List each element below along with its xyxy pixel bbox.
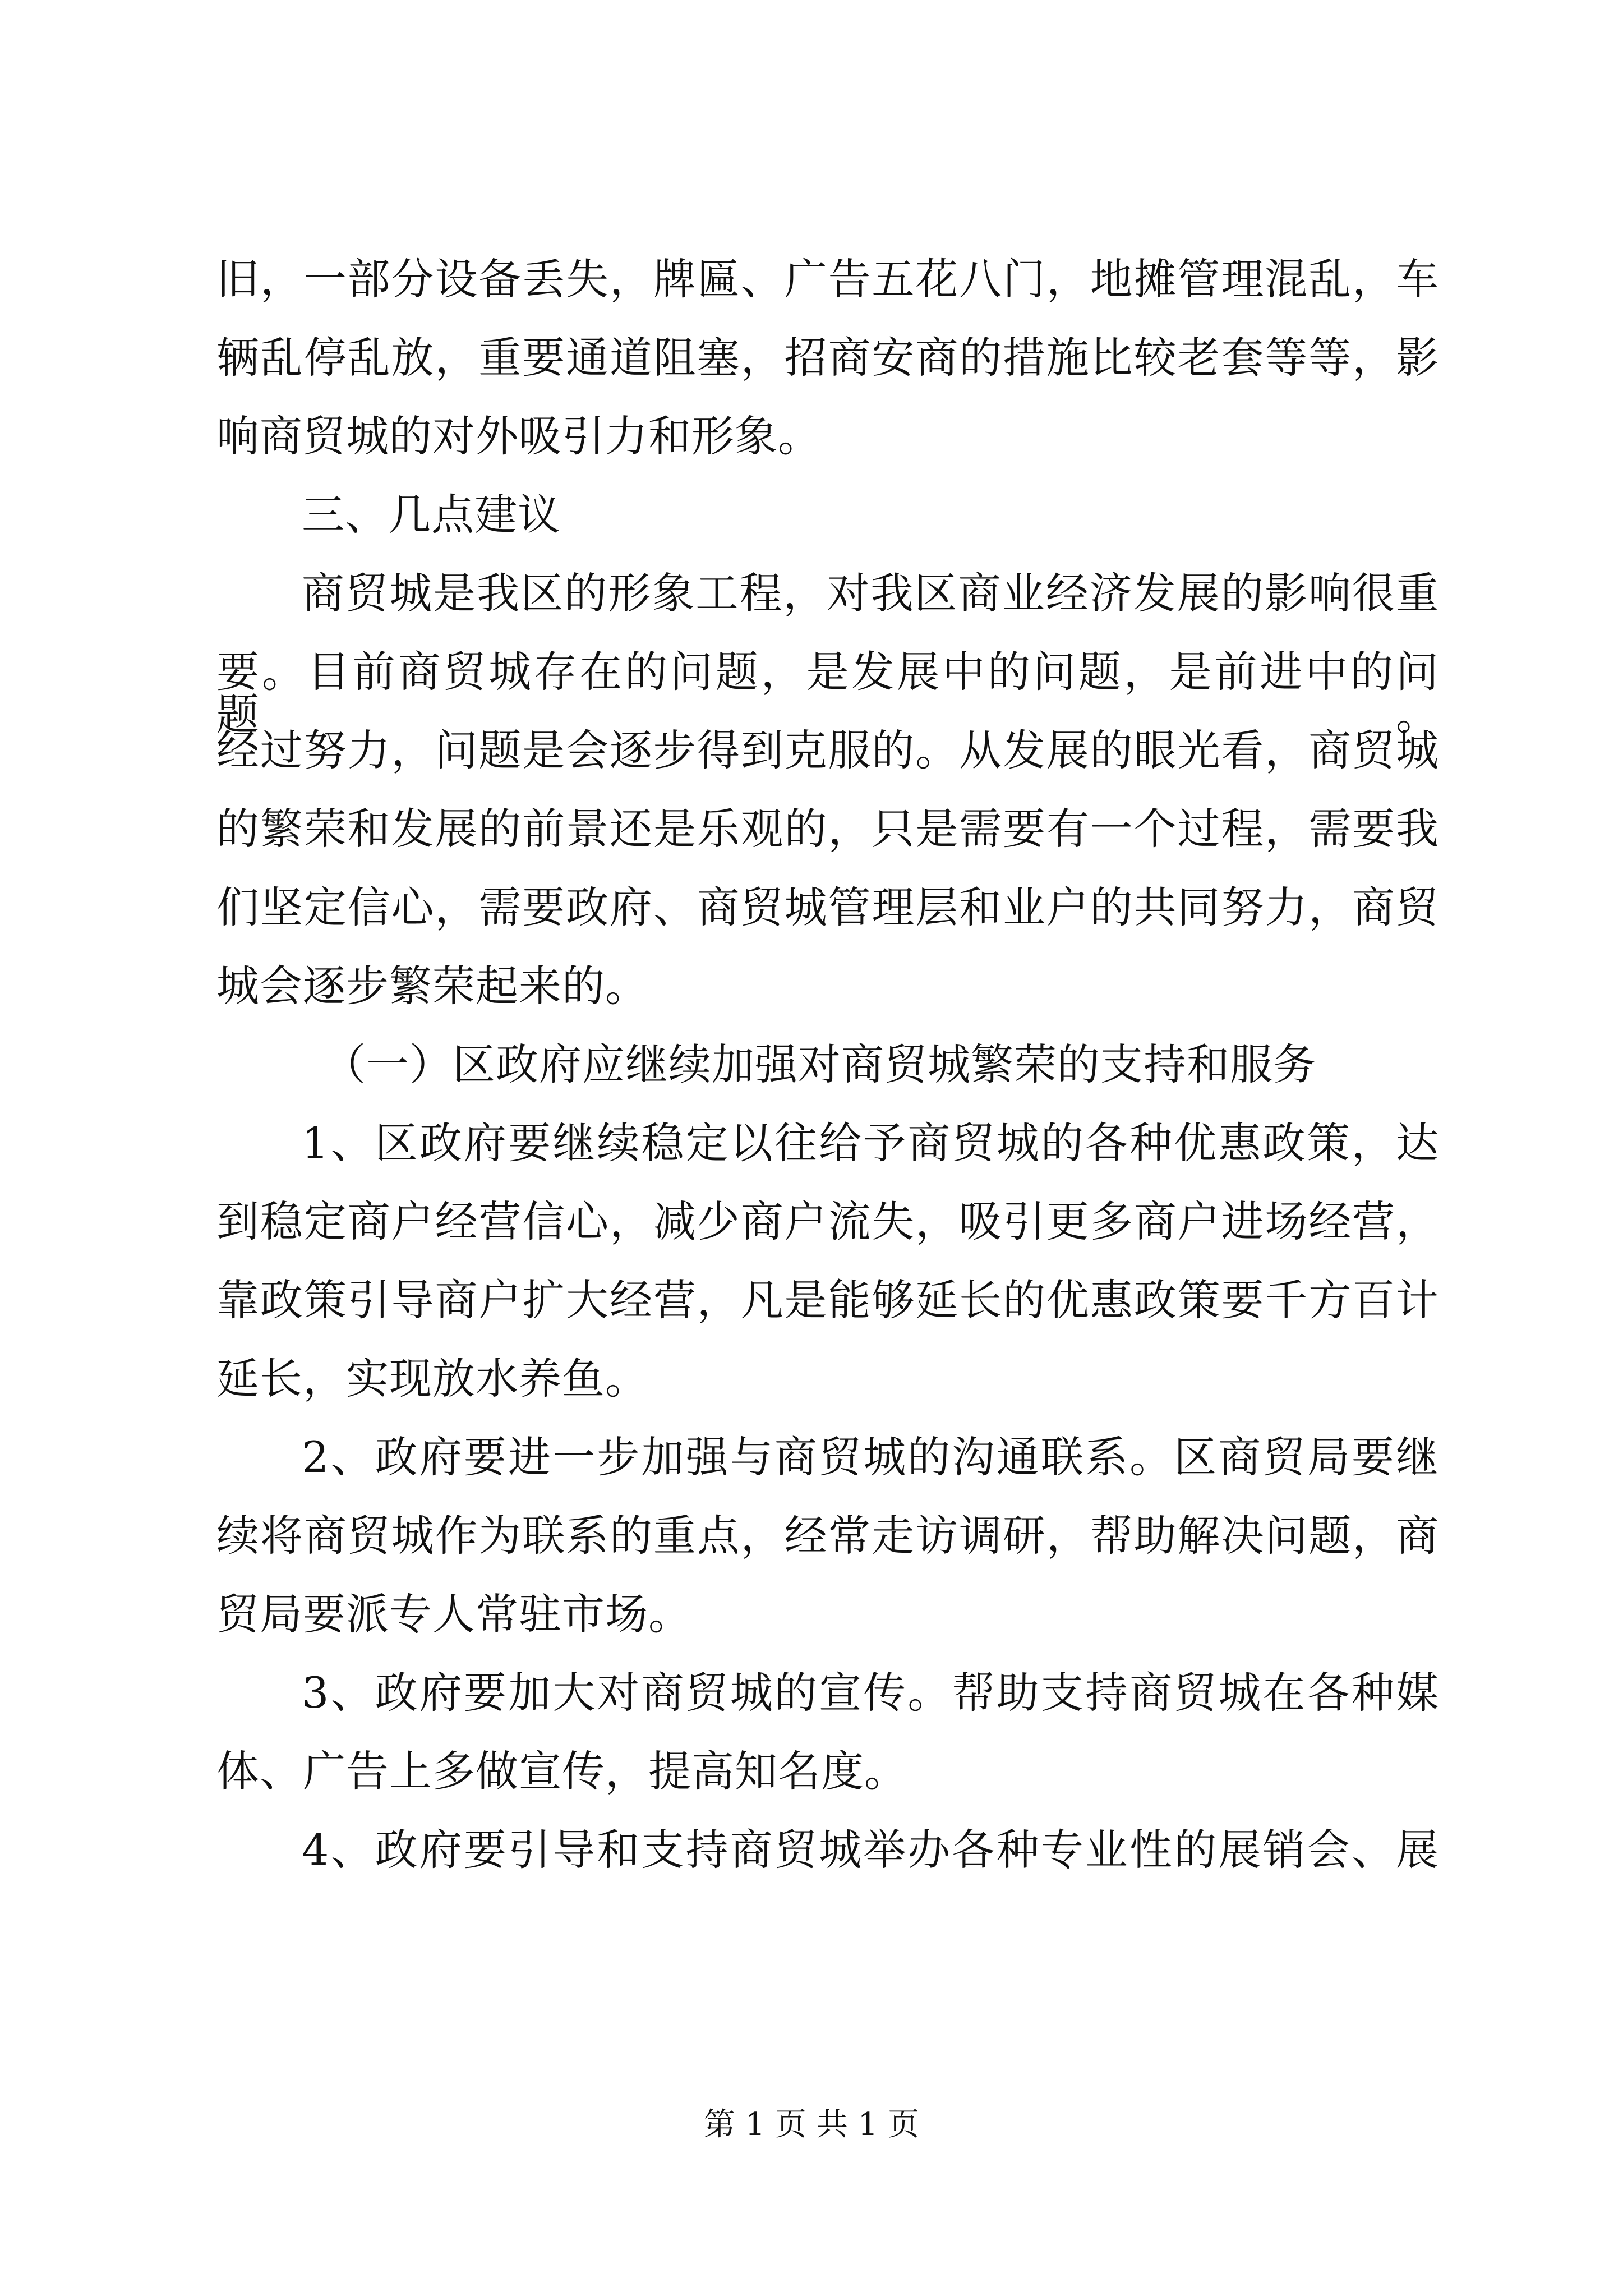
- paragraph-line: 响商贸城的对外吸引力和形象。: [216, 411, 821, 461]
- page-footer: 第 1 页 共 1 页: [703, 2106, 920, 2143]
- paragraph-line: 的繁荣和发展的前景还是乐观的，只是需要有一个过程，需要我: [216, 804, 1439, 854]
- paragraph-line: 延长，实现放水养鱼。: [216, 1354, 648, 1404]
- paragraph-line: 商贸城是我区的形象工程，对我区商业经济发展的影响很重: [302, 568, 1439, 618]
- paragraph-line: 旧，一部分设备丢失，牌匾、广告五花八门，地摊管理混乱，车: [216, 254, 1439, 304]
- section-heading: 三、几点建议: [302, 490, 561, 540]
- subsection-heading: （一）区政府应继续加强对商贸城繁荣的支持和服务: [323, 1039, 1316, 1089]
- paragraph-line: 辆乱停乱放，重要通道阻塞，招商安商的措施比较老套等等，影: [216, 333, 1439, 383]
- paragraph-line: 城会逐步繁荣起来的。: [216, 961, 648, 1011]
- paragraph-line: 经过努力，问题是会逐步得到克服的。从发展的眼光看，商贸城: [216, 725, 1439, 775]
- paragraph-line: 续将商贸城作为联系的重点，经常走访调研，帮助解决问题，商: [216, 1511, 1439, 1561]
- paragraph-line: 到稳定商户经营信心，减少商户流失，吸引更多商户进场经营，: [216, 1197, 1439, 1246]
- paragraph-line: 2、政府要进一步加强与商贸城的沟通联系。区商贸局要继: [302, 1432, 1439, 1482]
- paragraph-line: 4、政府要引导和支持商贸城举办各种专业性的展销会、展: [302, 1825, 1439, 1875]
- paragraph-line: 要。目前商贸城存在的问题，是发展中的问题，是前进中的问题。: [216, 647, 1439, 739]
- document-body: [216, 254, 1439, 1907]
- paragraph-line: 贸局要派专人常驻市场。: [216, 1589, 691, 1639]
- paragraph-line: 1、区政府要继续稳定以往给予商贸城的各种优惠政策，达: [302, 1118, 1439, 1168]
- paragraph-line: 体、广告上多做宣传，提高知名度。: [216, 1746, 907, 1796]
- paragraph-line: 靠政策引导商户扩大经营，凡是能够延长的优惠政策要千方百计: [216, 1275, 1439, 1325]
- paragraph-line: 们坚定信心，需要政府、商贸城管理层和业户的共同努力，商贸: [216, 882, 1439, 932]
- paragraph-line: 3、政府要加大对商贸城的宣传。帮助支持商贸城在各种媒: [302, 1668, 1439, 1718]
